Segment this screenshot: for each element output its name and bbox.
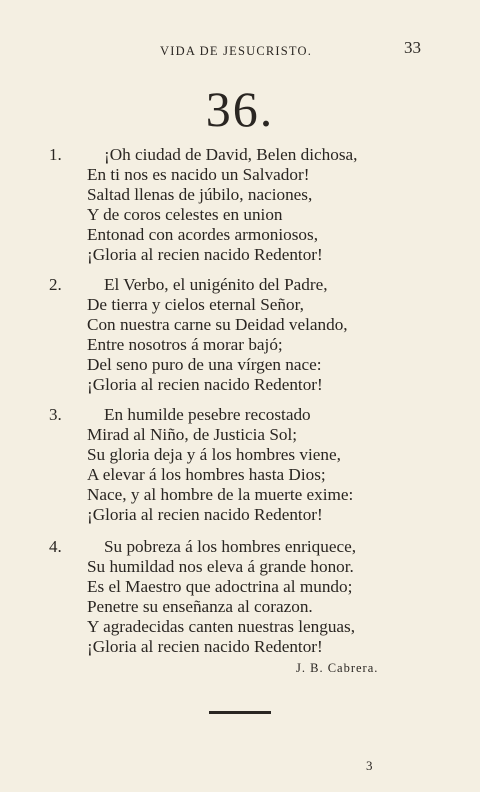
verse-line: ¡Gloria al recien nacido Redentor! [87, 505, 323, 524]
verse-line: Mirad al Niño, de Justicia Sol; [87, 425, 298, 444]
verse-line: Entre nosotros á morar bajó; [87, 335, 283, 354]
end-rule [209, 711, 271, 714]
verse-line: Saltad llenas de júbilo, naciones, [87, 185, 313, 204]
printer-signature-mark: 3 [366, 758, 373, 773]
verse-line: ¡Gloria al recien nacido Redentor! [87, 375, 323, 394]
stanza-number: 3. [49, 405, 62, 424]
hymn-number: 36. [205, 81, 275, 137]
verse-line: En ti nos es nacido un Salvador! [87, 165, 310, 184]
stanza-number: 2. [49, 275, 62, 294]
verse-line: Del seno puro de una vírgen nace: [87, 355, 322, 374]
verse-line: Y de coros celestes en union [87, 205, 283, 224]
page-number: 33 [404, 38, 421, 57]
verse-line: En humilde pesebre recostado [104, 405, 311, 424]
verse-line: El Verbo, el unigénito del Padre, [104, 275, 328, 294]
verse-line: Su pobreza á los hombres enriquece, [104, 537, 356, 556]
running-title: VIDA DE JESUCRISTO. [160, 44, 313, 58]
verse-line: Penetre su enseñanza al corazon. [87, 597, 313, 616]
stanza-number: 4. [49, 537, 62, 556]
verse-line: Nace, y al hombre de la muerte exime: [87, 485, 354, 504]
verse-line: ¡Gloria al recien nacido Redentor! [87, 637, 323, 656]
verse-line: Su gloria deja y á los hombres viene, [87, 445, 341, 464]
author-signature: J. B. Cabrera. [296, 661, 379, 675]
verse-line: Su humildad nos eleva á grande honor. [87, 557, 354, 576]
verse-line: Con nuestra carne su Deidad velando, [87, 315, 348, 334]
verse-line: De tierra y cielos eternal Señor, [87, 295, 304, 314]
verse-line: A elevar á los hombres hasta Dios; [87, 465, 326, 484]
verse-line: ¡Oh ciudad de David, Belen dichosa, [104, 145, 358, 164]
verse-line: ¡Gloria al recien nacido Redentor! [87, 245, 323, 264]
verse-line: Y agradecidas canten nuestras lenguas, [87, 617, 356, 636]
verse-line: Es el Maestro que adoctrina al mundo; [87, 577, 353, 596]
verse-line: Entonad con acordes armoniosos, [87, 225, 319, 244]
stanza-number: 1. [49, 145, 62, 164]
